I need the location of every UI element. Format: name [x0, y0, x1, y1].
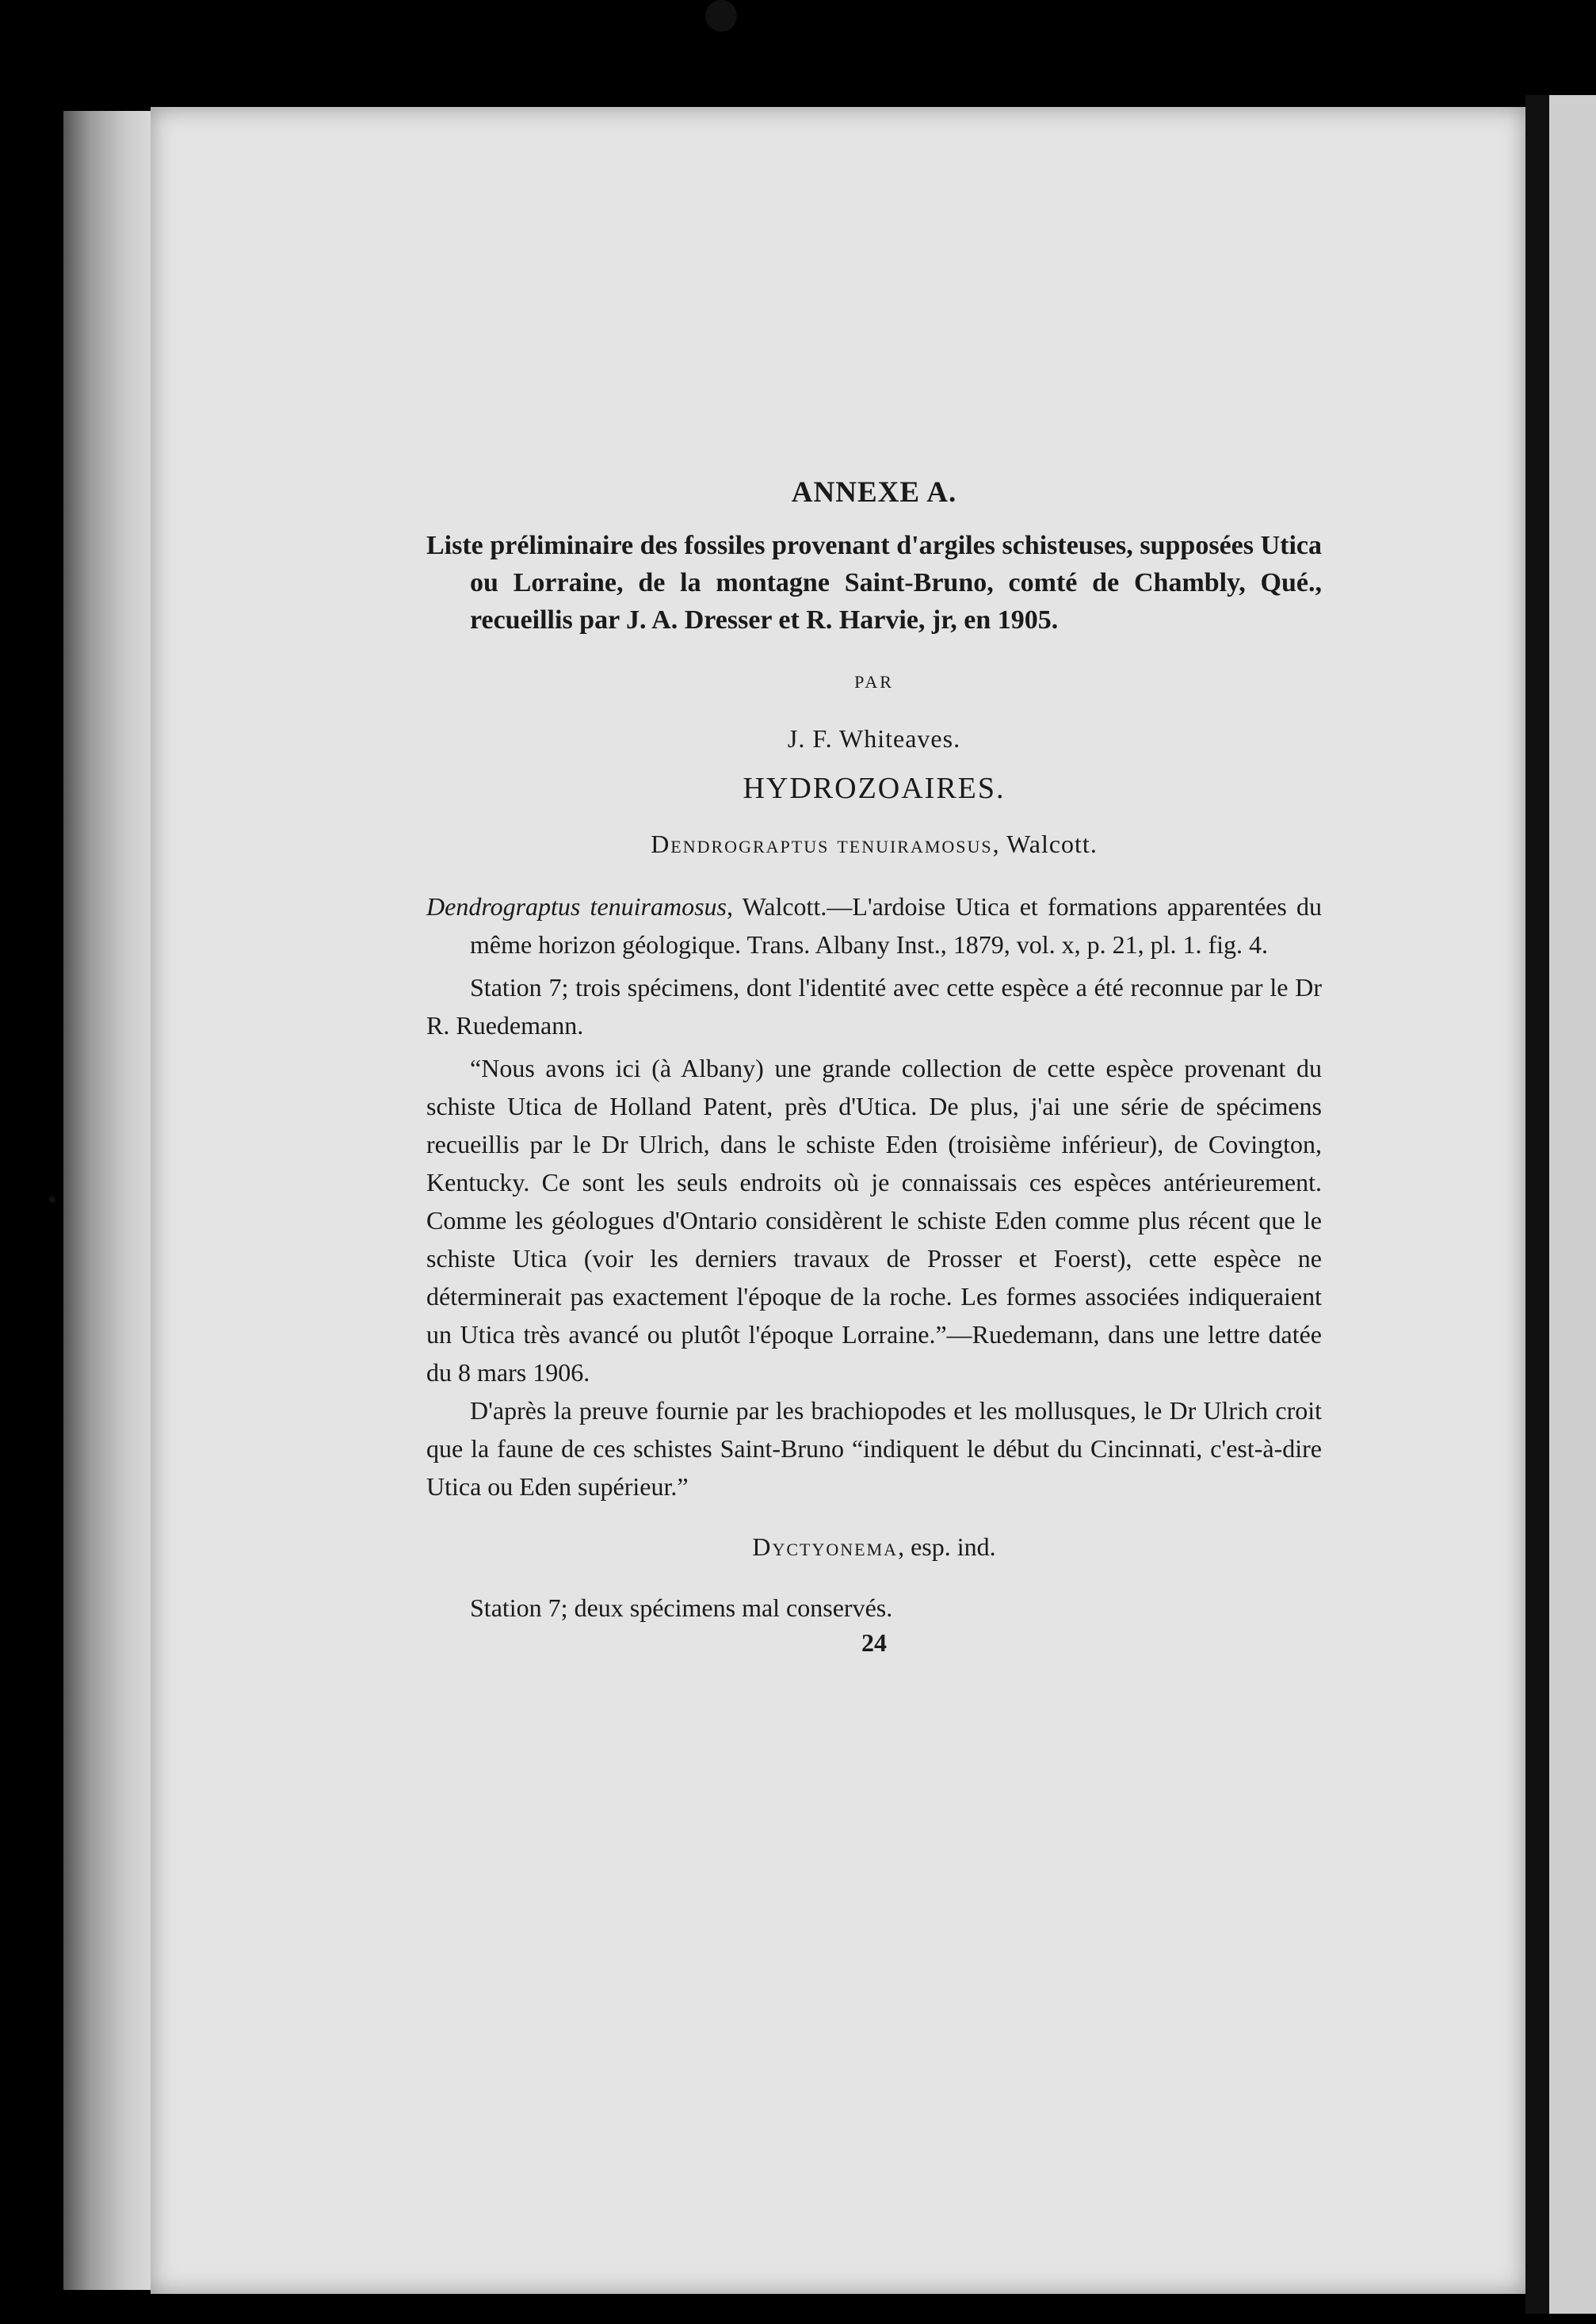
species-heading-dyctyonema — [426, 1532, 1322, 1562]
annexe-title: ANNEXE A. — [791, 476, 957, 509]
byline-par: PAR — [854, 672, 894, 692]
paragraph-ulrich: D'après la preuve fournie par les brachiopodes et les mollusques, le Dr Ulrich croit que la faune de ces schistes Saint-Bruno “indiquent le début du Cincinnati, c'est-à-dire Utica ou Eden supérieur.” — [426, 1396, 1322, 1501]
reference-text: , Walcott.—L'ardoise Utica et formations apparentées du même horizon géologique. Trans. Albany Inst., 1879, vol. x, p. 21, pl. 1. fig. 4. — [470, 892, 1323, 959]
document-heading: Liste préliminaire des fossiles provenant d'argiles schisteuses, supposées Utica ou Lorraine, de la montagne Saint-Bruno, comté de Chambly, Qué., recueillis par J. A. Dresser et R. Harvie, jr, en 1905. — [426, 531, 1322, 635]
scan-artifact — [705, 0, 737, 32]
paragraph-station-7: Station 7; trois spécimens, dont l'identité avec cette espèce a été reconnue par le Dr R. Ruedemann. — [426, 973, 1322, 1040]
species-author: , Walcott. — [992, 830, 1098, 858]
page-edge — [63, 111, 151, 2290]
paragraph-station-7-second: Station 7; deux spécimens mal conservés. — [470, 1593, 893, 1622]
section-title: HYDROZOAIRES. — [743, 772, 1006, 805]
author-name: J. F. Whiteaves. — [787, 724, 961, 753]
species-name-dyctyonema: Dyctyonema — [752, 1532, 899, 1561]
species-name: Dendrograptus tenuiramosus — [651, 830, 993, 858]
page-number: 24 — [861, 1628, 887, 1657]
reference-species: Dendrograptus tenuiramosus — [426, 892, 727, 921]
facing-page-edge — [1549, 95, 1596, 2314]
scan-artifact — [49, 1196, 55, 1203]
species-heading — [426, 830, 1322, 859]
binding-gutter — [1525, 95, 1549, 2314]
document-text — [426, 475, 1322, 1658]
species-rest: , esp. ind. — [898, 1532, 996, 1561]
bibliographic-reference — [426, 887, 1322, 964]
paragraph-ruedemann-quote: “Nous avons ici (à Albany) une grande collection de cette espèce provenant du schiste Utica de Holland Patent, près d'Utica. De plus, j'ai une série de spécimens recueillis par le Dr Ulrich, dans le schiste Eden (troisième inférieur), de Covington, Kentucky. Ce sont les seuls endroits où je connaissais ces espèces antérieurement. Comme les géologues d'Ontario considèrent le schiste Eden comme plus récent que le schiste Utica (voir les derniers travaux de Prosser et Foerst), cette espèce ne déterminerait pas exactement l'époque de la roche. Les formes associées indiqueraient un Utica très avancé ou plutôt l'époque Lorraine.”—Ruedemann, dans une lettre datée du 8 mars 1906. — [426, 1054, 1322, 1387]
